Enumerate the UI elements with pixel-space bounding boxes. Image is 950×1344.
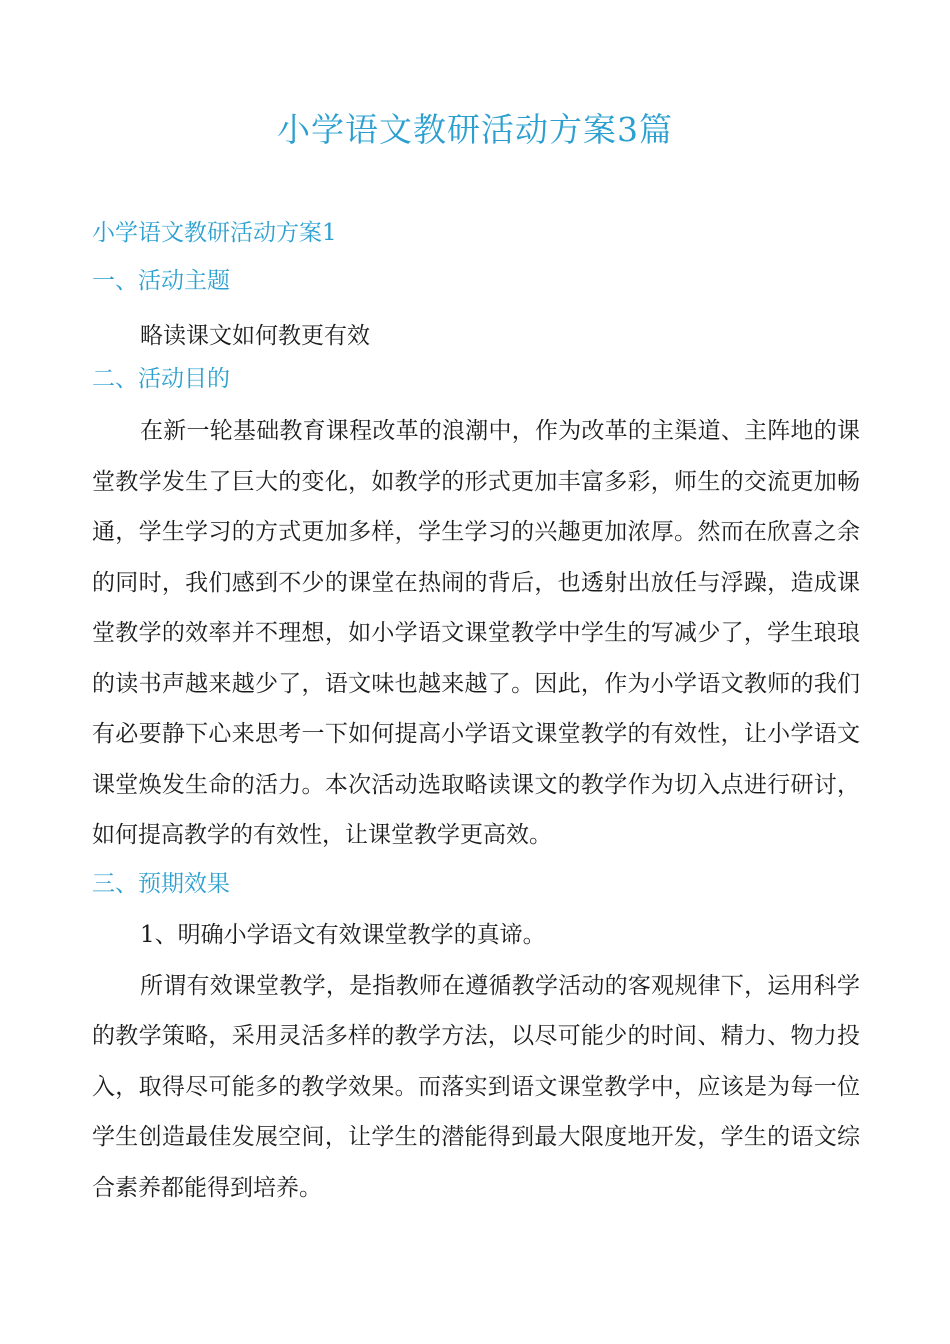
theme-paragraph: 略读课文如何教更有效 [140, 323, 370, 349]
effect-item-1: 1、明确小学语文有效课堂教学的真谛。 [140, 921, 546, 948]
effect-paragraph: 所谓有效课堂教学，是指教师在遵循教学活动的客观规律下，运用科学的教学策略，采用灵活多样的教学方法，以尽可能少的时间、精力、物力投入，取得尽可能多的教学效果。而落实到语文课堂教学中，应该是为每一位学生创造最佳发展空间，让学生的潜能得到最大限度地开发，学生的语文综合素养都能得到培养。 [92, 972, 860, 1201]
purpose-paragraph: 在新一轮基础教育课程改革的浪潮中，作为改革的主渠道、主阵地的课堂教学发生了巨大的变化，如教学的形式更加丰富多彩，师生的交流更加畅通，学生学习的方式更加多样，学生学习的兴趣更加浓厚。然而在欣喜之余的同时，我们感到不少的课堂在热闹的背后，也透射出放任与浮躁，造成课堂教学的效率并不理想，如小学语文课堂教学中学生的写减少了，学生琅琅的读书声越来越少了，语文味也越来越了。因此，作为小学语文教师的我们有必要静下心来思考一下如何提高小学语文课堂教学的有效性，让小学语文课堂焕发生命的活力。本次活动选取略读课文的教学作为切入点进行研讨，如何提高教学的有效性，让课堂教学更高效。 [92, 418, 860, 848]
heading-effect: 三、预期效果 [92, 870, 230, 897]
heading-purpose: 二、活动目的 [92, 366, 230, 392]
section-title: 小学语文教研活动方案1 [92, 220, 337, 246]
document-title: 小学语文教研活动方案3篇 [277, 110, 673, 149]
heading-theme: 一、活动主题 [92, 268, 230, 294]
document-body [92, 216, 860, 1213]
